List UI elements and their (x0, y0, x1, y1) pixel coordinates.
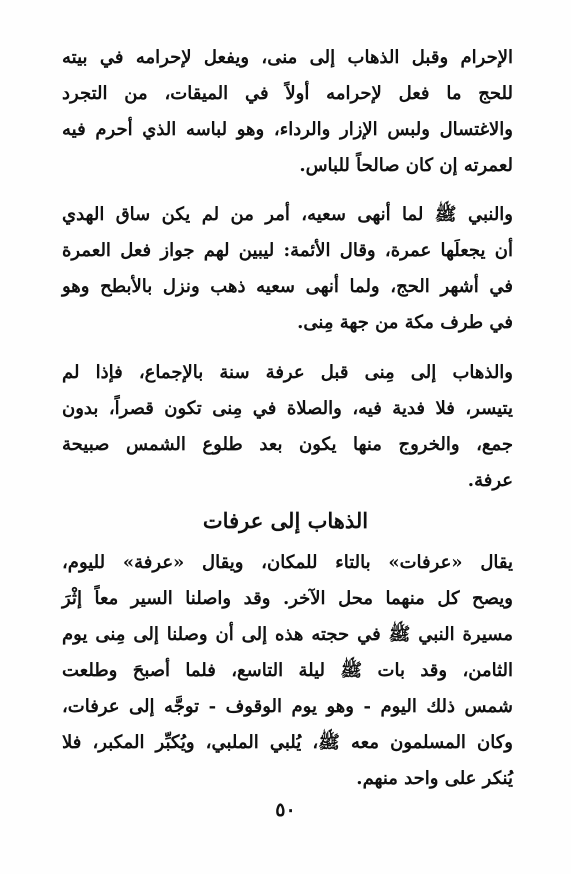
text-line: والاغتسال ولبس الإزار والرداء، وهو لباسه الذي أحرم فيه (62, 119, 513, 140)
text-line: أن يجعلَها عمرة، وقال الأئمة: ليبين لهم جواز فعل العمرة (62, 240, 513, 261)
paragraph-mina (62, 355, 513, 499)
text-line: الإحرام وقبل الذهاب إلى منى، ويفعل لإحرامه في بيته (62, 47, 513, 68)
text-line: يُنكر على واحد منهم. (356, 768, 513, 789)
text-line: في أشهر الحج، ولما أنهى سعيه ذهب ونزل بالأبطح وهو (62, 276, 513, 297)
section-heading: الذهاب إلى عرفات (202, 508, 369, 533)
text-line: مسيرة النبي ﷺ في حجته هذه إلى أن وصلنا إلى مِنى يوم (62, 624, 513, 645)
text-line: يتيسر، فلا فدية فيه، والصلاة في مِنى تكون قصراً، بدون (62, 398, 513, 419)
text-line: في طرف مكة من جهة مِنى. (297, 312, 513, 333)
text-line: جمع، والخروج منها يكون بعد طلوع الشمس صبيحة (62, 434, 513, 455)
text-line: الثامن، وقد بات ﷺ ليلة التاسع، فلما أصبحَ وطلعت (62, 660, 513, 681)
text-line: لعمرته إن كان صالحاً للباس. (299, 155, 513, 176)
text-line: وكان المسلمون معه ﷺ، يُلبي الملبي، ويُكبِّر المكبر، فلا (62, 732, 513, 753)
page-number: ٥٠ (275, 799, 296, 821)
paragraph-ihram (62, 40, 513, 184)
text-line: ويصح كل منهما محل الآخر. وقد واصلنا السير معاً إثْرَ (62, 588, 513, 609)
text-line: للحج ما فعل لإحرامه أولاً في الميقات، من التجرد (62, 83, 513, 104)
paragraph-arafat (62, 545, 513, 797)
paragraph-umrah (62, 197, 513, 341)
text-line: عرفة. (467, 470, 513, 491)
text-line: والذهاب إلى مِنى قبل عرفة سنة بالإجماع، فإذا لم (62, 362, 513, 383)
text-line: يقال «عرفات» بالتاء للمكان، ويقال «عرفة» لليوم، (62, 552, 513, 573)
text-line: شمس ذلك اليوم - وهو يوم الوقوف - توجَّه إلى عرفات، (62, 696, 513, 717)
text-line: والنبي ﷺ لما أنهى سعيه، أمر من لم يكن ساق الهدي (62, 204, 513, 225)
